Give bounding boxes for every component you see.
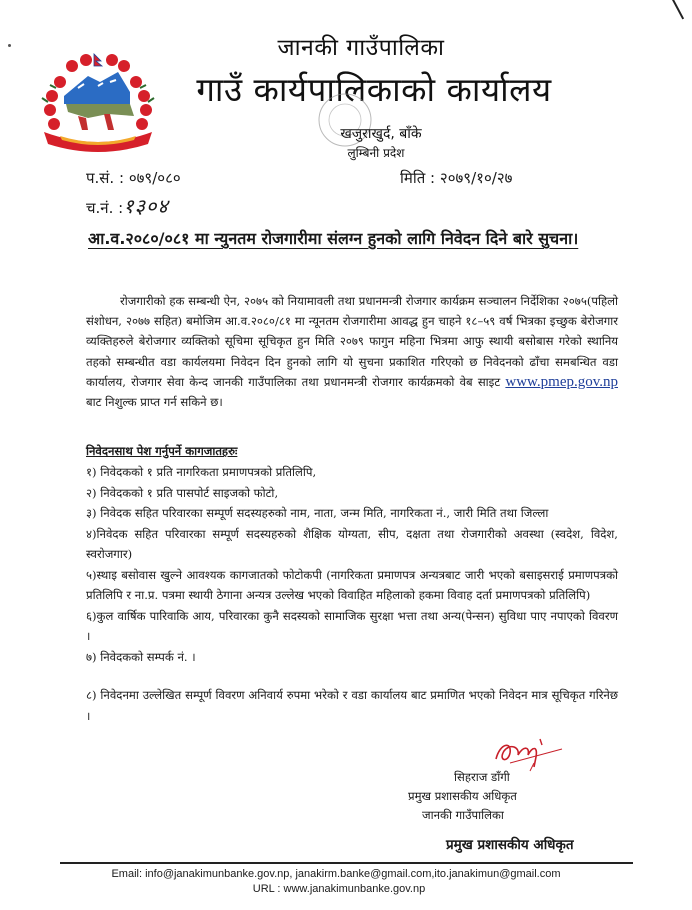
pmep-website-link[interactable]: www.pmep.gov.np — [505, 373, 619, 390]
signatory-name: सिहराज डाँगी — [454, 770, 510, 784]
reference-number — [86, 168, 181, 188]
municipality-name: जानकी गाउँपालिका — [277, 35, 445, 61]
cn-label: च.नं. : — [86, 199, 124, 217]
signatory-designation: प्रमुख प्रशासकीय अधिकृत — [408, 789, 517, 803]
documents-list — [86, 462, 618, 726]
notice-subject — [88, 224, 608, 254]
ps-value: ०७९/०८० — [128, 169, 181, 187]
document-item: ५)स्थाइ बसोवास खुल्ने आवश्यक कागजातको फोटोकपी (नागरिकता प्रमाणपत्र अन्यत्रबाट जारी भएको बसाइसराई प्रमाणपत्रको प्रतिलिपि र ना.प्र. पत्रमा स्थायी ठेगाना अन्यत्र उल्लेख भएको विवाहित महिलाको हकमा विवाह दर्ता प्रमाणपत्रको प्रतिलिपि) — [86, 567, 618, 602]
scan-corner-mark — [672, 0, 684, 19]
office-name: गाउँ कार्यपालिकाको कार्यालय — [196, 70, 552, 109]
body-text-after-link: बाट निशुल्क प्राप्त गर्न सकिने छ। — [86, 395, 223, 410]
verification-note: ८) निवेदनमा उल्लेखित सम्पूर्ण विवरण अनिवार्य रुपमा भरेको र वडा कार्यालय बाट प्रमाणित भएको निवेदन मात्र सूचिकृत गरिनेछ । — [86, 688, 618, 723]
document-item: १) निवेदकको १ प्रति नागरिकता प्रमाणपत्रको प्रतिलिपि, — [86, 465, 317, 479]
footer-divider — [60, 862, 633, 864]
ps-label: प.सं. : — [86, 169, 125, 187]
signatory-office: जानकी गाउँपालिका — [422, 808, 504, 822]
document-item: ६)कुल वार्षिक पारिवाकि आय, परिवारका कुनै सदस्यको सामाजिक सुरक्षा भत्ता तथा अन्य(पेन्सन) सुविधा पाए नपाएको विवरण । — [86, 608, 618, 643]
document-item: २) निवेदकको १ प्रति पासपोर्ट साइजको फोटो, — [86, 485, 279, 500]
dispatch-number — [86, 192, 169, 219]
date-value: २०७९/१०/२७ — [439, 169, 513, 187]
notice-body — [86, 291, 618, 412]
date-label: मिति : — [400, 169, 436, 187]
signatory-block — [408, 768, 608, 825]
document-item: ३) निवेदक सहित परिवारका सम्पूर्ण सदस्यहरुको नाम, नाता, जन्म मिति, नागरिकता नं., जारी मिति तथा जिल्ला — [86, 506, 549, 520]
subject-text: आ.व.२०८०/०८१ मा न्युनतम रोजगारीमा संलग्न हुनको लागि निवेदन दिने बारे सुचना। — [88, 229, 579, 248]
signatory-title: प्रमुख प्रशासकीय अधिकृत — [446, 837, 574, 853]
province-name: लुम्बिनी प्रदेश — [347, 146, 405, 160]
footer-url: URL : www.janakimunbanke.gov.np — [252, 883, 426, 895]
document-item: ७) निवेदकको सम्पर्क नं. । — [86, 649, 196, 664]
documents-heading: निवेदनसाथ पेश गर्नुपर्ने कागजातहरुः — [86, 444, 238, 458]
body-text-before-link: रोजगारीको हक सम्बन्धी ऐन, २०७५ को नियामावली तथा प्रधानमन्त्री रोजगार कार्यक्रम सञ्चालन निर्देशिका २०७५(पहिलो संशोधन, २०७७ सहित) बमोजिम आ.व.२०८०/८१ मा न्यूनतम रोजगारीमा आवद्ध हुन चाहने १८–५९ वर्ष भित्रका इच्छुक बेरोजगार व्यक्तिहरुले बेरोजगार व्यक्तिको सूचिमा सूचिकृत हुन मिति २०७९ फागुन महिना भित्रमा आफु स्थायी बसोबास गरेको स्थानिय तहको सम्बन्धीत वडा कार्यलयमा निवेदन दिन हुनको लागि यो सुचना प्रकाशित गरिएको छ निवेदनको ढाँचा समबन्धित वडा कार्यालय, रोजगार सेवा केन्द जानकी गाउँपालिका तथा प्रधानमन्त्री रोजगार कार्यक्रमको वेब साइट — [86, 294, 618, 389]
document-item: ४)निवेदक सहित परिवारका सम्पूर्ण सदस्यहरुको शैक्षिक योग्यता, सीप, दक्षता तथा रोजगारीको अवस्था (स्वदेश, विदेश, स्वरोजगार) — [86, 526, 618, 561]
footer-email: Email: info@janakimunbanke.gov.np, janakirm.banke@gmail.com,ito.janakimun@gmail.com — [111, 868, 561, 880]
letter-date — [400, 168, 512, 188]
cn-value: १३०४ — [123, 194, 169, 218]
office-address: खजुराखुर्द, बाँके — [340, 126, 422, 142]
